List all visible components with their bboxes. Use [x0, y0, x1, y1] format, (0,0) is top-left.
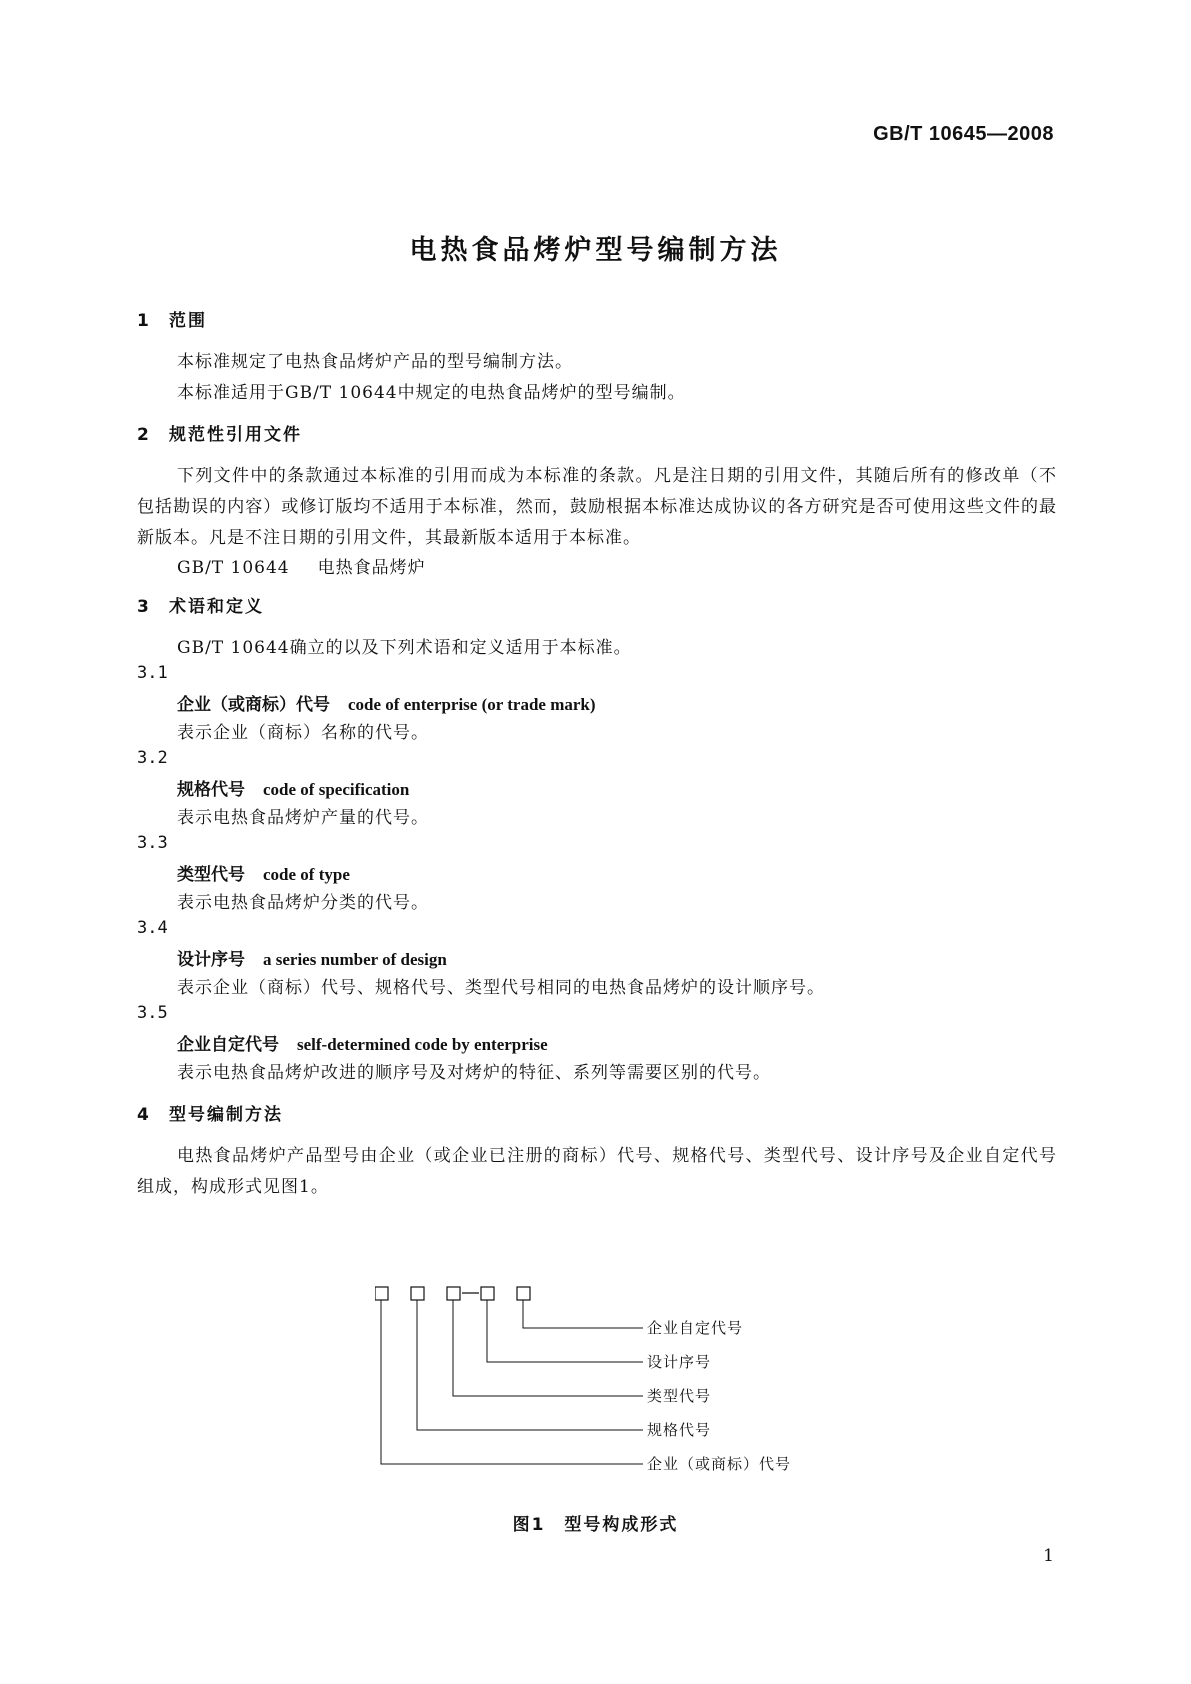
normative-reference — [177, 553, 426, 578]
section-3-intro: GB/T 10644确立的以及下列术语和定义适用于本标准。 — [177, 638, 632, 658]
section-title: 范围 — [169, 311, 207, 331]
code-box-self-determined — [517, 1287, 530, 1300]
code-box-type — [447, 1287, 460, 1300]
section-title: 规范性引用文件 — [169, 425, 302, 445]
leader-line-self-determined — [523, 1300, 643, 1328]
page-number: 1 — [1043, 1546, 1054, 1566]
clause-number: 3.4 — [137, 918, 168, 938]
section-number: 4 — [137, 1105, 149, 1125]
term-en: a series number of design — [263, 950, 447, 969]
term-en: code of enterprise (or trade mark) — [348, 695, 596, 714]
term-en: self-determined code by enterprise — [297, 1035, 548, 1054]
code-box-design-number — [481, 1287, 494, 1300]
figure-label: 规格代号 — [647, 1421, 712, 1439]
term-zh: 设计序号 — [177, 950, 245, 970]
term-definition: 表示电热食品烤炉改进的顺序号及对烤炉的特征、系列等需要区别的代号。 — [177, 1063, 771, 1083]
term-definition: 表示电热食品烤炉分类的代号。 — [177, 893, 429, 913]
section-2-heading — [137, 420, 302, 445]
figure-caption: 图1 型号构成形式 — [512, 1515, 679, 1535]
section-1-paragraph-2: 本标准适用于GB/T 10644中规定的电热食品烤炉的型号编制。 — [177, 383, 686, 403]
code-box-specification — [411, 1287, 424, 1300]
reference-code: GB/T 10644 — [177, 558, 290, 578]
model-structure-figure — [375, 1285, 835, 1490]
section-4-heading — [137, 1100, 283, 1125]
leader-line-enterprise — [381, 1300, 643, 1464]
figure-label: 企业自定代号 — [647, 1319, 744, 1337]
code-box-enterprise — [375, 1287, 388, 1300]
section-number: 3 — [137, 597, 149, 617]
term-definition: 表示企业（商标）代号、规格代号、类型代号相同的电热食品烤炉的设计顺序号。 — [177, 978, 825, 998]
figure-label: 设计序号 — [647, 1353, 712, 1371]
clause-number: 3.5 — [137, 1003, 168, 1023]
section-number: 2 — [137, 425, 149, 445]
term-heading — [177, 690, 596, 715]
page-title: 电热食品烤炉型号编制方法 — [409, 235, 782, 266]
term-zh: 企业（或商标）代号 — [177, 695, 330, 715]
term-heading — [177, 1030, 548, 1055]
section-4-paragraph: 电热食品烤炉产品型号由企业（或企业已注册的商标）代号、规格代号、类型代号、设计序号及企业自定代号组成，构成形式见图1。 — [137, 1146, 1057, 1197]
section-2-paragraph: 下列文件中的条款通过本标准的引用而成为本标准的条款。凡是注日期的引用文件，其随后所有的修改单（不包括勘误的内容）或修订版均不适用于本标准，然而，鼓励根据本标准达成协议的各方研究是否可使用这些文件的最新版本。凡是不注日期的引用文件，其最新版本适用于本标准。 — [137, 466, 1057, 548]
clause-number: 3.2 — [137, 748, 168, 768]
term-definition: 表示电热食品烤炉产量的代号。 — [177, 808, 429, 828]
term-zh: 企业自定代号 — [177, 1035, 279, 1055]
section-number: 1 — [137, 311, 149, 331]
term-zh: 规格代号 — [177, 780, 245, 800]
section-1-heading — [137, 306, 207, 331]
term-heading — [177, 860, 350, 885]
figure-label: 企业（或商标）代号 — [647, 1455, 792, 1473]
clause-number: 3.3 — [137, 833, 168, 853]
clause-number: 3.1 — [137, 663, 168, 683]
term-zh: 类型代号 — [177, 865, 245, 885]
term-heading — [177, 945, 447, 970]
leader-line-specification — [417, 1300, 643, 1430]
section-1-paragraph-1: 本标准规定了电热食品烤炉产品的型号编制方法。 — [177, 352, 573, 372]
section-title: 术语和定义 — [169, 597, 264, 617]
term-en: code of specification — [263, 780, 410, 799]
term-heading — [177, 775, 409, 800]
figure-label: 类型代号 — [647, 1387, 712, 1405]
leader-line-type — [453, 1300, 643, 1396]
leader-line-design-number — [487, 1300, 643, 1362]
standard-code: GB/T 10645—2008 — [873, 123, 1054, 145]
section-title: 型号编制方法 — [169, 1105, 283, 1125]
section-3-heading — [137, 592, 264, 617]
term-en: code of type — [263, 865, 350, 884]
reference-name: 电热食品烤炉 — [317, 558, 426, 578]
term-definition: 表示企业（商标）名称的代号。 — [177, 723, 429, 743]
